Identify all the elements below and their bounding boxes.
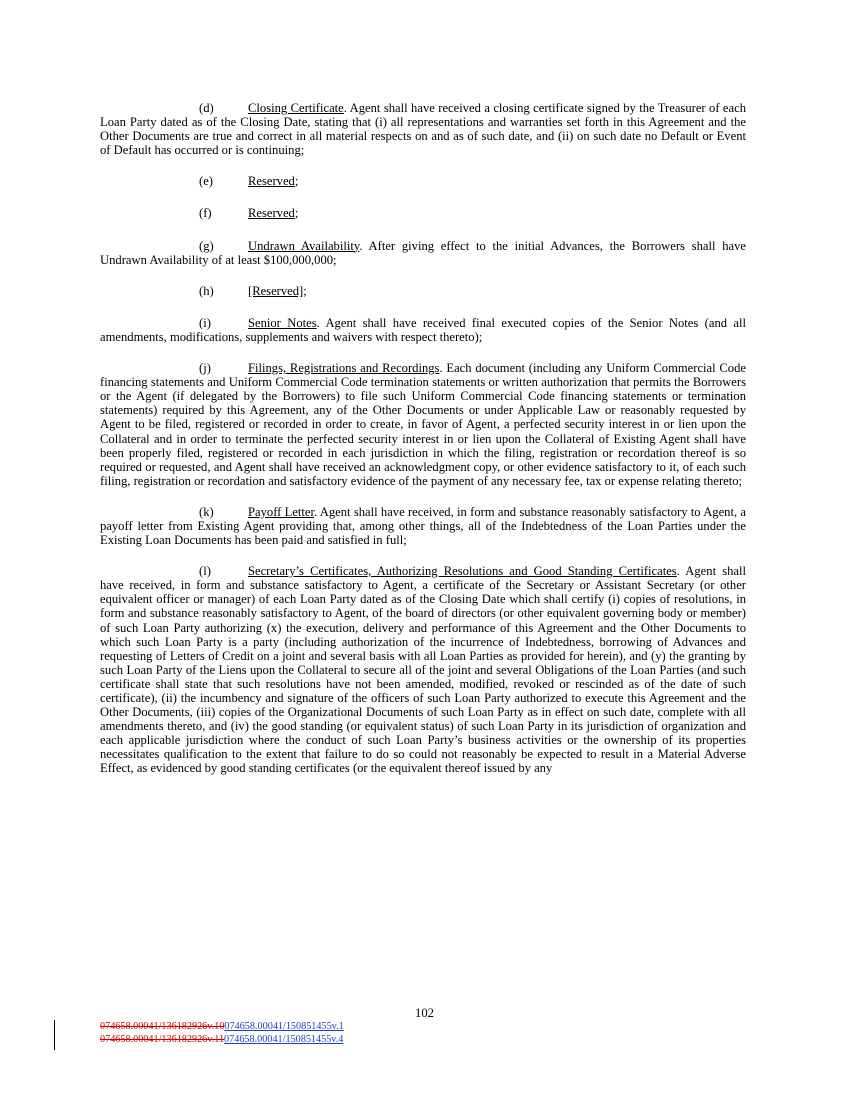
section-heading: Secretary’s Certificates, Authorizing Resolutions and Good Standing Certificates bbox=[248, 564, 677, 579]
section-text: ; bbox=[303, 283, 307, 298]
section-label: (l) bbox=[199, 564, 211, 579]
document-footer-ids bbox=[100, 1021, 344, 1046]
section-label: (i) bbox=[199, 315, 211, 330]
footer-id-line bbox=[100, 1021, 344, 1034]
section-label: (h) bbox=[199, 283, 214, 298]
section-g bbox=[100, 239, 746, 267]
section-heading: Undrawn Availability bbox=[248, 238, 360, 253]
section-heading: Payoff Letter bbox=[248, 504, 315, 519]
section-h bbox=[100, 284, 746, 298]
section-text: . After giving effect to the initial Advances, the Borrowers shall have Undrawn Availability of at least $100,000,000; bbox=[100, 238, 746, 267]
section-heading: Filings, Registrations and Recordings bbox=[248, 361, 440, 376]
section-i bbox=[100, 316, 746, 344]
section-heading: Reserved bbox=[248, 206, 295, 221]
section-text: ; bbox=[294, 206, 299, 221]
deleted-doc-id: 074658.00041/136182926v.10 bbox=[100, 1021, 225, 1032]
section-j bbox=[100, 361, 746, 488]
section-text: . Agent shall have received a closing certificate signed by the Treasurer of each Loan Party dated as of the Closing Date, stating that (i) all representations and warranties set forth in this Agreement and the Other Documents are true and correct in all material respects on and as of such date, and (ii) on such date no Default or Event of Default has occurred or is continuing; bbox=[100, 101, 747, 158]
section-label: (e) bbox=[199, 174, 213, 189]
deleted-doc-id: 074658.00041/136182926v.11 bbox=[100, 1033, 225, 1045]
section-k bbox=[100, 505, 746, 547]
inserted-doc-id: 074658.00041/150851455v.1 bbox=[224, 1021, 344, 1032]
section-text: . Agent shall have received final executed copies of the Senior Notes (and all amendments, modifications, supplements and waivers with respect thereto); bbox=[100, 315, 746, 344]
section-label: (f) bbox=[199, 206, 212, 221]
section-text: . Agent shall have received, in form and substance reasonably satisfactory to Agent, a payoff letter from Existing Agent providing that, among other things, all of the Indebtedness of the Loan Parties under the Existing Loan Documents has been paid and satisfied in full; bbox=[100, 504, 746, 548]
revision-change-bar bbox=[54, 1020, 55, 1050]
section-label: (g) bbox=[199, 238, 214, 253]
section-d bbox=[100, 101, 746, 157]
section-text: . Each document (including any Uniform Commercial Code financing statements and Uniform Commercial Code termination statements or written authorization that permits the Borrowers or the Agent (if delegated by the Borrowers) to file such Uniform Commercial Code financing statements or termination statements) required by this Agreement, any of the Other Documents or under Applicable Law or reasonably requested by Agent to be filed, registered or recorded in order to create, in favor of Agent, a perfected security interest in or lien upon the Collateral and in order to terminate the perfected security interest in or lien upon the Collateral of Existing Agent shall have been properly filed, registered or recorded in each jurisdiction in which the filing, registration or recordation thereof is so required or requested, and Agent shall have received an acknowledgment copy, or other evidence satisfactory to it, of each such filing, registration or recordation and satisfactory evidence of the payment of any necessary fee, tax or expense relating thereto; bbox=[100, 361, 746, 488]
section-f bbox=[100, 206, 746, 220]
section-label: (d) bbox=[199, 101, 214, 115]
inserted-doc-id: 074658.00041/150851455v.4 bbox=[224, 1033, 344, 1045]
section-l bbox=[100, 564, 746, 775]
footer-id-line bbox=[100, 1034, 344, 1047]
section-text: ; bbox=[294, 174, 299, 189]
section-label: (k) bbox=[199, 504, 214, 519]
section-text: . Agent shall have received, in form and substance satisfactory to Agent, a certificate of the Secretary or Assistant Secretary (or other equivalent officer or manager) of each Loan Party dated as of the Closing Date which shall certify (i) copies of resolutions, in form and substance reasonably satisfactory to Agent, of the board of directors (or other equivalent governing body or member) of such Loan Party authorizing (x) the execution, delivery and performance of this Agreement and the Other Documents to which such Loan Party is a party (including authorization of the incurrence of Indebtedness, borrowing of Advances and requesting of Letters of Credit on a joint and several basis with all Loan Parties as provided for herein), and (y) the granting by such Loan Party of the Liens upon the Collateral to secure all of the joint and several Obligations of the Loan Parties (and such certificate shall state that such resolutions have not been amended, modified, revoked or rescinded as of the date of such certificate), (ii) the incumbency and signature of the officers of such Loan Party authorized to execute this Agreement and the Other Documents, (iii) copies of the Organizational Documents of such Loan Party as in effect on such date, complete with all amendments thereto, and (iv) the good standing (or equivalent status) of such Loan Party in its jurisdiction of organization and each applicable jurisdiction where the conduct of such Loan Party’s business activities or the ownership of its properties necessitates qualification to the extent that failure to do so could not reasonably be expected to result in a Material Adverse Effect, as evidenced by good standing certificates (or the equivalent thereof issued by any bbox=[100, 564, 746, 776]
section-e bbox=[100, 174, 746, 188]
section-heading: [Reserved] bbox=[248, 283, 304, 298]
section-heading: Closing Certificate bbox=[248, 101, 344, 115]
section-label: (j) bbox=[199, 361, 211, 376]
section-heading: Senior Notes bbox=[248, 315, 317, 330]
document-body bbox=[100, 101, 746, 793]
page-number: 102 bbox=[415, 1006, 434, 1020]
section-heading: Reserved bbox=[248, 174, 295, 189]
